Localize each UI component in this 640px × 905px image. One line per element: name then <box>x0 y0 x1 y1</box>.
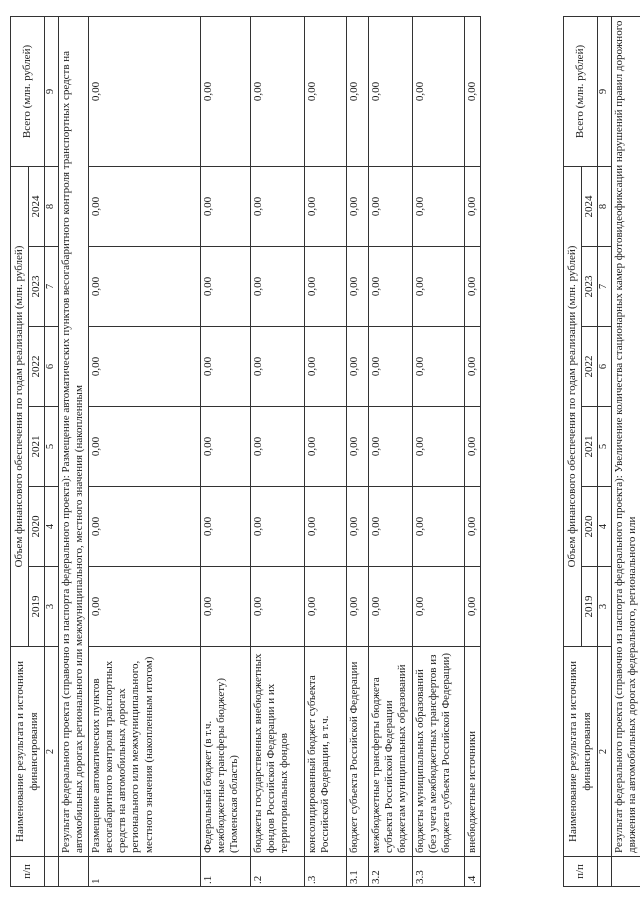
row-total: 0,00 <box>304 16 346 166</box>
column-number: 5 <box>598 407 612 487</box>
row-value: 0,00 <box>304 407 346 487</box>
row-value: 0,00 <box>250 247 304 327</box>
row-value: 0,00 <box>88 327 200 407</box>
col-idx-header: п/п <box>11 857 45 887</box>
row-name: межбюджетные трансферты бюджета субъекта Российской Федерации бюджетам муниципальных образований <box>368 647 412 857</box>
section-1-rows <box>88 16 480 886</box>
row-value: 0,00 <box>88 166 200 246</box>
row-value: 0,00 <box>346 407 368 487</box>
row-value: 0,00 <box>304 327 346 407</box>
table-row <box>346 16 368 886</box>
row-total: 0,00 <box>464 16 480 166</box>
row-value: 0,00 <box>200 327 250 407</box>
section-title: Результат федерального проекта (справочно из паспорта федерального проекта): Увеличение количества стационарных камер фотовидеофиксации нарушений правил дорожного движения на автомобильных дорогах федерального, регионального или <box>611 16 640 856</box>
year-header: 2022 <box>582 327 598 407</box>
row-value: 0,00 <box>250 487 304 567</box>
row-value: 0,00 <box>464 567 480 647</box>
row-value: 0,00 <box>304 166 346 246</box>
row-value: 0,00 <box>88 567 200 647</box>
row-value: 0,00 <box>368 327 412 407</box>
column-number: 8 <box>45 166 59 246</box>
row-value: 0,00 <box>304 487 346 567</box>
column-number <box>598 857 612 887</box>
row-name: бюджеты государственных внебюджетных фондов Российской Федерации и их территориальных фондов <box>250 647 304 857</box>
year-header: 2023 <box>582 247 598 327</box>
year-header: 2020 <box>582 487 598 567</box>
row-value: 0,00 <box>304 567 346 647</box>
section-title: Результат федерального проекта (справочно из паспорта федерального проекта): Размещение автоматических пунктов весогабаритного контроля транспортных средств на автомобильных дорогах регионального или межмуниципального, местного значения (накопленным <box>58 16 88 856</box>
financing-table <box>10 16 481 887</box>
table-row <box>464 16 480 886</box>
column-number: 4 <box>45 487 59 567</box>
column-number: 2 <box>598 647 612 857</box>
row-value: 0,00 <box>346 247 368 327</box>
year-header: 2021 <box>29 407 45 487</box>
column-number: 6 <box>598 327 612 407</box>
row-value: 0,00 <box>250 327 304 407</box>
col-name-header: Наименование результата и источники финансирования <box>564 647 598 857</box>
row-value: 0,00 <box>412 407 464 487</box>
row-value: 0,00 <box>250 166 304 246</box>
row-value: 0,00 <box>200 247 250 327</box>
row-name: внебюджетные источники <box>464 647 480 857</box>
row-value: 0,00 <box>464 407 480 487</box>
year-header: 2021 <box>582 407 598 487</box>
row-value: 0,00 <box>88 487 200 567</box>
row-index: .2 <box>250 857 304 887</box>
row-name: бюджет субъекта Российской Федерации <box>346 647 368 857</box>
row-name: Размещение автоматических пунктов весогабаритного контроля транспортных средств на автомобильных дорогах регионального или межмуниципального, местного значения (накопленным итогом) <box>88 647 200 857</box>
col-total-header: Всего (млн. рублей) <box>564 16 598 166</box>
column-numbers-row <box>45 16 59 886</box>
col-total-header: Всего (млн. рублей) <box>11 16 45 166</box>
row-value: 0,00 <box>346 487 368 567</box>
table-row <box>200 16 250 886</box>
row-value: 0,00 <box>200 567 250 647</box>
table-row <box>304 16 346 886</box>
table-row <box>88 16 200 886</box>
year-header: 2024 <box>29 166 45 246</box>
row-value: 0,00 <box>412 487 464 567</box>
row-value: 0,00 <box>88 407 200 487</box>
row-value: 0,00 <box>412 567 464 647</box>
row-index: .4 <box>464 857 480 887</box>
row-total: 0,00 <box>346 16 368 166</box>
row-value: 0,00 <box>464 247 480 327</box>
row-index: .3 <box>304 857 346 887</box>
row-value: 0,00 <box>304 247 346 327</box>
row-value: 0,00 <box>368 166 412 246</box>
row-total: 0,00 <box>200 16 250 166</box>
row-value: 0,00 <box>368 407 412 487</box>
row-value: 0,00 <box>200 407 250 487</box>
header-row <box>564 16 582 886</box>
row-total: 0,00 <box>368 16 412 166</box>
table-row <box>368 16 412 886</box>
table-row <box>412 16 464 886</box>
year-header: 2019 <box>582 567 598 647</box>
header-row <box>11 16 29 886</box>
column-number: 5 <box>45 407 59 487</box>
row-name: Федеральный бюджет (в т.ч. межбюджетные трансферы бюджету) (Тюменская область) <box>200 647 250 857</box>
column-number: 8 <box>598 166 612 246</box>
col-group-header: Объем финансового обеспечения по годам реализации (млн. рублей) <box>564 166 582 646</box>
row-index: 3.1 <box>346 857 368 887</box>
row-value: 0,00 <box>368 247 412 327</box>
year-header: 2019 <box>29 567 45 647</box>
row-value: 0,00 <box>88 247 200 327</box>
column-number: 7 <box>598 247 612 327</box>
row-value: 0,00 <box>346 166 368 246</box>
financing-table-continued <box>563 16 640 887</box>
column-number: 9 <box>45 16 59 166</box>
row-value: 0,00 <box>412 247 464 327</box>
row-index: 3.3 <box>412 857 464 887</box>
row-value: 0,00 <box>464 327 480 407</box>
table-row <box>250 16 304 886</box>
row-value: 0,00 <box>250 567 304 647</box>
year-header: 2022 <box>29 327 45 407</box>
year-header: 2020 <box>29 487 45 567</box>
column-number: 6 <box>45 327 59 407</box>
row-total: 0,00 <box>88 16 200 166</box>
row-value: 0,00 <box>346 567 368 647</box>
column-number: 9 <box>598 16 612 166</box>
row-value: 0,00 <box>412 327 464 407</box>
row-value: 0,00 <box>464 166 480 246</box>
column-number <box>45 857 59 887</box>
section-title-row <box>58 16 88 886</box>
row-value: 0,00 <box>346 327 368 407</box>
row-value: 0,00 <box>200 487 250 567</box>
row-index: 1 <box>88 857 200 887</box>
column-number: 7 <box>45 247 59 327</box>
column-number: 4 <box>598 487 612 567</box>
col-group-header: Объем финансового обеспечения по годам реализации (млн. рублей) <box>11 166 29 646</box>
column-number: 3 <box>598 567 612 647</box>
row-name: бюджеты муниципальных образований (без учета межбюджетных трансфертов из бюджета субъекта Российской Федерации) <box>412 647 464 857</box>
row-value: 0,00 <box>368 487 412 567</box>
row-value: 0,00 <box>250 407 304 487</box>
row-total: 0,00 <box>250 16 304 166</box>
row-total: 0,00 <box>412 16 464 166</box>
col-idx-header: п/п <box>564 857 598 887</box>
row-index: .1 <box>200 857 250 887</box>
row-value: 0,00 <box>464 487 480 567</box>
row-value: 0,00 <box>200 166 250 246</box>
row-value: 0,00 <box>412 166 464 246</box>
row-name: консолидированный бюджет субъекта Российской Федерации, в т.ч. <box>304 647 346 857</box>
column-number: 2 <box>45 647 59 857</box>
year-header: 2024 <box>582 166 598 246</box>
row-value: 0,00 <box>368 567 412 647</box>
column-numbers-row <box>598 16 612 886</box>
section-title-row <box>611 16 640 886</box>
col-name-header: Наименование результата и источники финансирования <box>11 647 45 857</box>
column-number: 3 <box>45 567 59 647</box>
year-header: 2023 <box>29 247 45 327</box>
row-index: 3.2 <box>368 857 412 887</box>
